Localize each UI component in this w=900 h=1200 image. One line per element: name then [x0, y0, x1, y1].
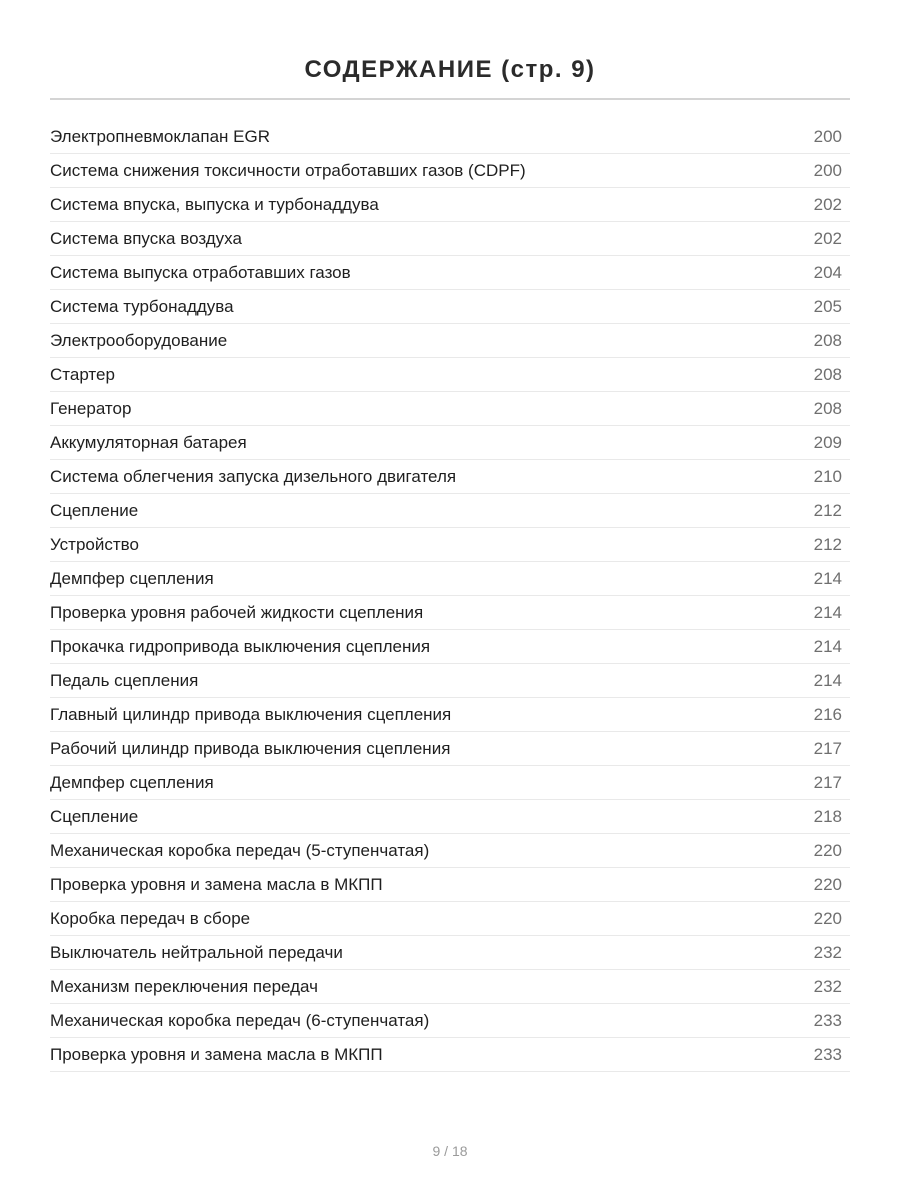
toc-entry-page: 232 [813, 943, 842, 962]
toc-entry-title: Главный цилиндр привода выключения сцепления [50, 705, 452, 724]
toc-entry-title: Электропневмоклапан EGR [50, 127, 270, 146]
toc-entry-page: 202 [813, 229, 842, 248]
toc-entry[interactable] [50, 800, 850, 834]
toc-entry-page: 214 [813, 569, 842, 588]
toc-entry-page: 214 [813, 671, 842, 690]
title-divider [50, 98, 850, 100]
toc-entry-page: 210 [813, 467, 842, 486]
toc-entry-title: Система впуска, выпуска и турбонаддува [50, 195, 379, 214]
toc-entry-page: 217 [813, 739, 842, 758]
toc-entry[interactable] [50, 766, 850, 800]
toc-entry[interactable] [50, 426, 850, 460]
toc-entry-title: Система облегчения запуска дизельного двигателя [50, 467, 457, 486]
toc-entry[interactable] [50, 970, 850, 1004]
toc-entry-page: 216 [813, 705, 842, 724]
toc-entry-title: Прокачка гидропривода выключения сцепления [50, 637, 431, 656]
toc-entry[interactable] [50, 256, 850, 290]
toc-entry[interactable] [50, 324, 850, 358]
toc-entry-page: 202 [813, 195, 842, 214]
toc-entry-page: 233 [813, 1011, 842, 1030]
toc-entry-title: Система впуска воздуха [50, 229, 242, 248]
toc-entry-page: 217 [813, 773, 842, 792]
toc-entry-title: Механическая коробка передач (5-ступенчатая) [50, 841, 430, 860]
toc-entry-title: Демпфер сцепления [50, 569, 214, 588]
toc-entry-title: Система турбонаддува [50, 297, 234, 316]
toc-entry[interactable] [50, 630, 850, 664]
toc-entry-title: Система снижения токсичности отработавших газов (CDPF) [50, 161, 526, 180]
toc-entry-title: Стартер [50, 365, 115, 384]
toc-entry-page: 212 [813, 535, 842, 554]
toc-entry-page: 200 [813, 127, 842, 146]
toc-entry[interactable] [50, 732, 850, 766]
toc-entry[interactable] [50, 154, 850, 188]
toc-entry-title: Сцепление [50, 807, 139, 826]
toc-entry[interactable] [50, 868, 850, 902]
toc-entry[interactable] [50, 120, 850, 154]
toc-entry-title: Проверка уровня и замена масла в МКПП [50, 875, 383, 894]
toc-entry-title: Рабочий цилиндр привода выключения сцепления [50, 739, 451, 758]
toc-entry[interactable] [50, 834, 850, 868]
toc-entry[interactable] [50, 936, 850, 970]
toc-entry-page: 212 [813, 501, 842, 520]
toc-entry[interactable] [50, 494, 850, 528]
toc-entry-title: Демпфер сцепления [50, 773, 214, 792]
toc-entry-title: Аккумуляторная батарея [50, 433, 247, 452]
toc-entry-page: 208 [813, 399, 842, 418]
toc-entry-page: 200 [813, 161, 842, 180]
toc-entry-title: Система выпуска отработавших газов [50, 263, 351, 282]
toc-entry-title: Педаль сцепления [50, 671, 199, 690]
toc-list [50, 120, 850, 1072]
toc-entry[interactable] [50, 358, 850, 392]
toc-entry-title: Устройство [50, 535, 139, 554]
toc-entry-page: 214 [813, 637, 842, 656]
toc-entry-title: Генератор [50, 399, 132, 418]
toc-entry[interactable] [50, 664, 850, 698]
toc-entry[interactable] [50, 1038, 850, 1072]
toc-entry[interactable] [50, 222, 850, 256]
toc-entry-title: Коробка передач в сборе [50, 909, 251, 928]
toc-entry-title: Электрооборудование [50, 331, 228, 350]
toc-entry-page: 220 [813, 875, 842, 894]
toc-entry[interactable] [50, 188, 850, 222]
toc-entry-title: Механизм переключения передач [50, 977, 318, 996]
toc-entry[interactable] [50, 562, 850, 596]
toc-entry-page: 209 [813, 433, 842, 452]
toc-entry-page: 205 [813, 297, 842, 316]
toc-entry-title: Сцепление [50, 501, 139, 520]
toc-entry-page: 220 [813, 841, 842, 860]
toc-entry-title: Проверка уровня рабочей жидкости сцепления [50, 603, 424, 622]
toc-entry-page: 233 [813, 1045, 842, 1064]
toc-entry-page: 214 [813, 603, 842, 622]
toc-entry-page: 208 [813, 365, 842, 384]
toc-entry[interactable] [50, 698, 850, 732]
toc-entry-page: 232 [813, 977, 842, 996]
toc-entry[interactable] [50, 290, 850, 324]
page-title: СОДЕРЖАНИЕ (стр. 9) [304, 56, 596, 84]
toc-entry-page: 220 [813, 909, 842, 928]
toc-entry[interactable] [50, 1004, 850, 1038]
toc-entry-title: Выключатель нейтральной передачи [50, 943, 343, 962]
toc-entry[interactable] [50, 460, 850, 494]
toc-entry-page: 218 [813, 807, 842, 826]
toc-entry[interactable] [50, 596, 850, 630]
toc-entry[interactable] [50, 902, 850, 936]
toc-entry-title: Проверка уровня и замена масла в МКПП [50, 1045, 383, 1064]
toc-entry-title: Механическая коробка передач (6-ступенчатая) [50, 1011, 430, 1030]
toc-entry[interactable] [50, 392, 850, 426]
toc-entry-page: 208 [813, 331, 842, 350]
toc-entry[interactable] [50, 528, 850, 562]
page-indicator: 9 / 18 [432, 1143, 468, 1159]
toc-entry-page: 204 [813, 263, 842, 282]
